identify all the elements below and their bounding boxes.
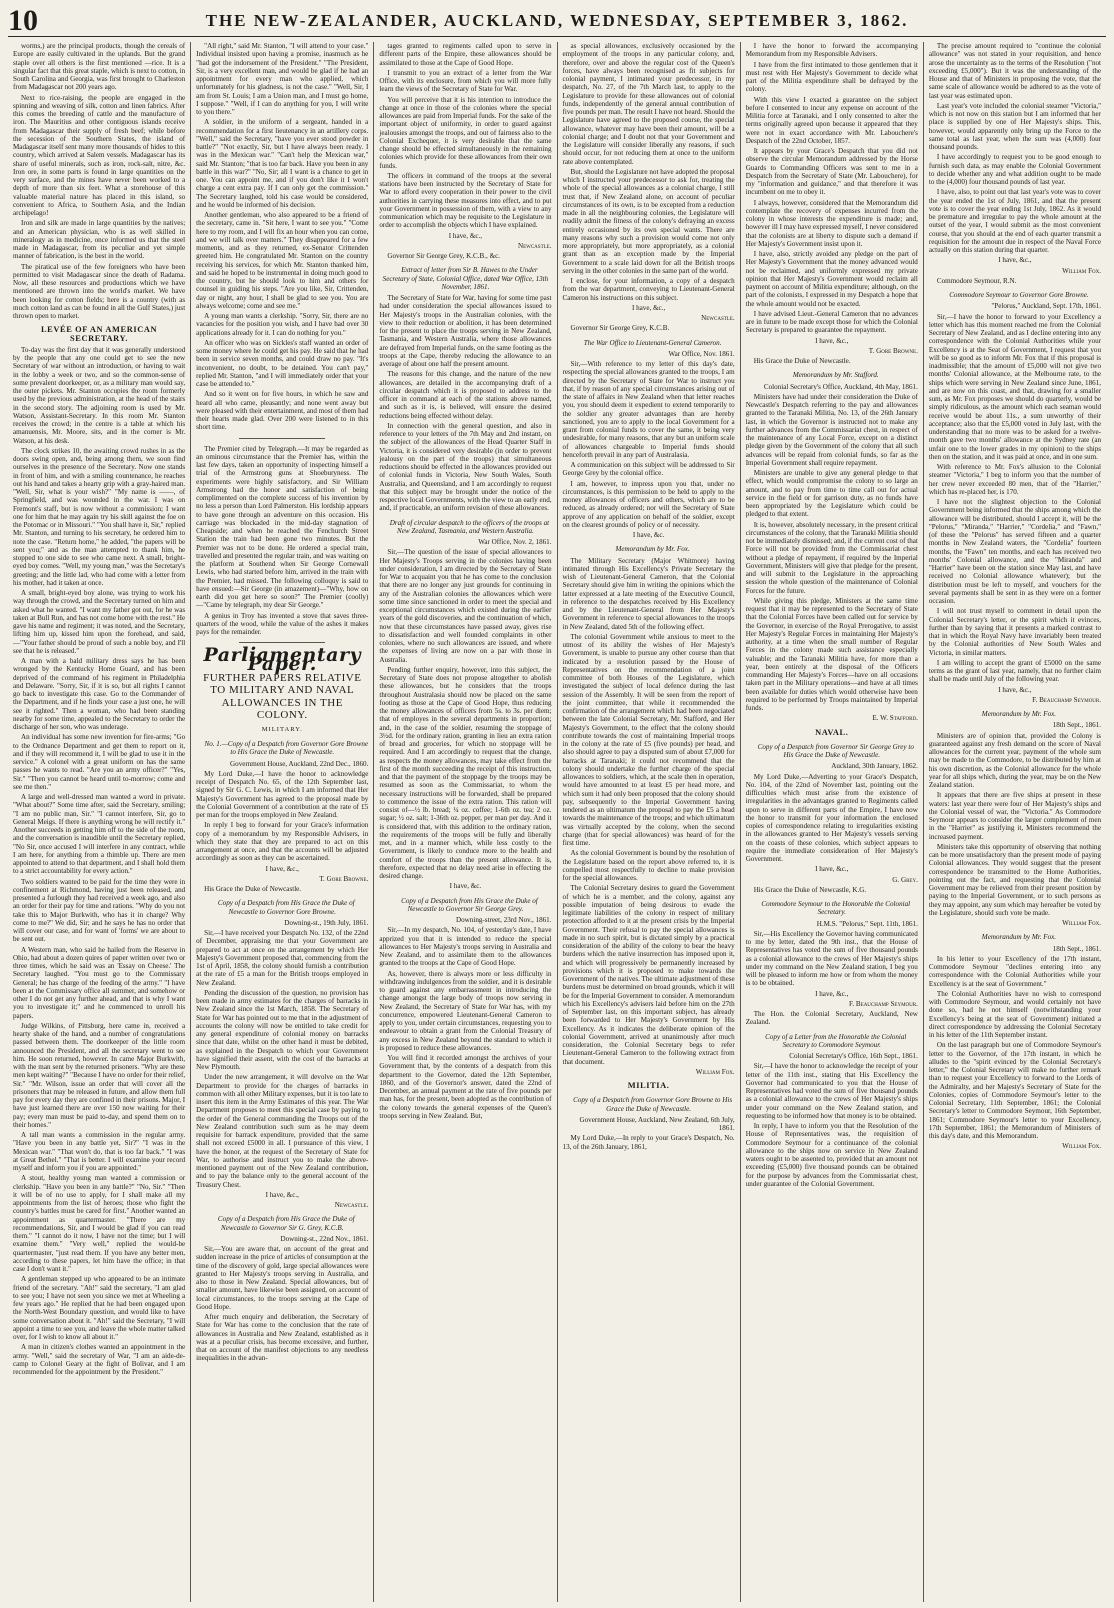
paragraph: The precise amount required to "continue the colonial allowance" was not stated in your requisition, and hence arose the uncertainty as to the terms of the Resolution ("not exceeding £5,000"). But it was the understanding of the House and that of Ministers in proposing the vote, that the same scale of allowance would be adhered to as the vote of last year was estimated upon. bbox=[928, 42, 1102, 100]
signature: William Fox. bbox=[1062, 919, 1102, 927]
dispatch-title: Copy of a Despatch from His Grace the Duke of Newcastle to Governor Sir G. Grey, K.C.B. bbox=[217, 1215, 355, 1232]
dispatch-place: 18th Sept., 1861. bbox=[1052, 721, 1102, 730]
column-2 bbox=[191, 42, 374, 1602]
dispatch-place: Colonial Secretary's Office, 16th Sept., 1861. bbox=[789, 1052, 918, 1060]
paragraph: The Premier cited by Telegraph.—It may be regarded as an ominous circumstance that the Premier has, within the last few days, taken an opportunity of inspecting himself a trial of the Armstrong guns at Shoeburyness. The experiments were highly satisfactory, and Sir William Armstrong had the honor and satisfaction of being complimented on the complete success of his invention by no less a person than Lord Palmerston. His lordship appears to have gone through an adventure on this occasion. His carriage was blockaded in the mid-day stagnation of Cheapside; and when he reached the Fenchurch Street Station the train had been gone two minutes. But the Premier was not to be done. He ordered a special train, travelled and presented the regular train, and was waiting on the platform at Southend when Sir George Cornewall Lewis, who had started before him, arrived in the train with the Premier, had missed. The following colloquy is said to have ensued:—Sir George (in amazement)—"Why, how on earth did you get here so soon?" The Premier (coolly)—"Came by telegraph, my dear Sir George." bbox=[196, 444, 369, 610]
paragraph: A Western man, who said he hailed from the Reserve in Ohio, had about a dozen quires of paper written over two or three times, which he said was an 'Essay on Cheese.' The Secretary laughed. "You must go to the Commissary General; he has charge of the feeding of the army." "I have been at the Commissary office all summer, and somehow or other I do not get any further ahead, and that is why I want you to investigate it;" and he commenced to unroll his papers. bbox=[13, 945, 186, 1020]
paragraph: I am, however, to impress upon you that, under no circumstances, is this permission to be held to apply to the money allowances of officers and others, which are to be reduced, as already ordered; nor will the Secretary of State approve of any application on behalf of the soldier, except on the clearest grounds of policy or of necessity. bbox=[562, 479, 735, 529]
paragraph: Iron and silk are made in large quantities by the natives; and an American physician, who is as well skilled in mineralogy as in medicine, once informed us that the steel made in Madagascar, from its peculiar and yet simple manner of fabrication, is the best in the world. bbox=[13, 219, 186, 261]
paragraph: It is, however, absolutely necessary, in the present critical circumstances of the colony, that the Taranaki Militia should not be immediately dismissed; and, if the current cost of that Force will not be provided from the Commissariat chest without a pledge of repayment, if required by the Imperial Government, Ministers will give that pledge for the present, and will submit to the Legislature in the approaching session the whole question of the maintenance of Colonial Forces for the future. bbox=[745, 520, 918, 595]
paragraph: With this view I exacted a guarantee on the subject before I consented to incur any expense on account of the Militia force at Taranaki, and I only consented to alter the terms originally agreed upon because it appeared that they were not in exact accordance with Mr. Labouchere's Despatch of the 22nd October, 1857. bbox=[745, 95, 918, 145]
subsection-heading: NAVAL. bbox=[815, 727, 849, 737]
paragraph: The Colonial Authorities have no wish to correspond with Commodore Seymour, and would certainly not have done so, had he not himself (notwithstanding your Excellency's being at the seat of Government) initiated a direct correspondence by addressing the Colonial Secretary in his letter of the 11th September instant. bbox=[928, 989, 1102, 1039]
paragraph: "All right," said Mr. Stanton, "I will attend to your case." Individual insisted upon having a promise, inasmuch as he "had got the indorsement of the President." "The President, Sir, is a very excellent man, and would be glad if he had an appointment for every man who applied, which unfortunately for his gladness, is not the case." "Well, Sir, I am from St. Louis; I am a Union man, and I must go home, I suppose." "Well, if I can do anything for you, I will write to you there." bbox=[196, 42, 369, 116]
paragraph: Under the new arrangement, it will devolve on the War Department to provide for the charges of barracks in common with all other Military expenses, but it is too late to insert this item in the Army Estimates of this year. The War Department proposes to meet this special case by paying to the order of the General commanding the Troops out of the New Zealand contribution such sum as he may deem requisite for barrack expenditure, provided that the same shall not exceed £5000 in all. I pursuance of this view, I have the honor, at the request of the Secretary of State for War, to authorise and instruct you to make the above-mentioned payment out of the New Zealand contribution, and to pay the balance only to the general account of the Treasury Chest. bbox=[196, 1073, 369, 1189]
dispatch-title: Memorandum by Mr. Stafford. bbox=[792, 371, 879, 380]
article-heading: FURTHER PAPERS RELATIVE TO MILITARY AND NAVAL ALLOWANCES IN THE COLONY. bbox=[203, 671, 362, 722]
dispatch-title: Memorandum by Mr. Fox. bbox=[981, 933, 1057, 942]
paragraph: worms,) are the principal products, though the cereals of Europe are easily cultivated in the uplands. But the grand staple over all others is the first mentioned —rice. It is a singular fact that this great staple, which is next to cotton, in South Carolina and Georgia, was first brought to Charleston from Madagascar not 200 years ago. bbox=[13, 42, 186, 92]
column-1 bbox=[8, 42, 191, 1602]
dispatch-place: Colonial Secretary's Office, Auckland, 4th May, 1861. bbox=[763, 382, 918, 391]
paragraph: The Military Secretary (Major Whitmore) having intimated through His Excellency's Private Secretary the wish of Lieutenant-General Cameron, that the Colonial Secretary should give him in writing the opinions which the latter expressed at a late meeting of the Executive Council, in reference to the despatches received by His Excellency and by the Lieutenant-General from Her Majesty's Government in reference to special allowances to the troops in New Zealand, dated 5th of the following effect. bbox=[562, 556, 735, 631]
dispatch-place: 18th Sept., 1861. bbox=[1052, 944, 1102, 953]
paragraph: I always, however, considered that the Memorandum did contemplate the recovery of expenses incurred from the colony in whose interests the expenditure is made; and, however ill I may have expressed myself, I never considered that the colonists are at liberty to dispute such a demand if Her Majesty's Government insist upon it. bbox=[745, 198, 918, 248]
paragraph: With reference to Mr. Fox's allusion to the Colonial steamer "Victoria," I beg to inform you that the number of her crew never exceeded 80 men, that of the "Harrier," which has re-placed her, is 170. bbox=[928, 463, 1102, 496]
dispatch-title: Commodore Seymour to the Honorable the Colonial Secretary. bbox=[761, 900, 911, 917]
signature: Newcastle. bbox=[334, 1201, 369, 1209]
divider bbox=[239, 642, 325, 643]
paragraph: My Lord Duke,—In reply to your Grace's Despatch, No. 13, of the 26th January, 1861, bbox=[562, 1134, 735, 1151]
dispatch-place: Downing-st., 22nd Nov., 1861. bbox=[280, 1234, 369, 1243]
paragraph: I have, also, to point out that last year's vote was to cover the year ended the 1st of July, 1861, and that the present vote is to cover the year ending 1st July, 1862. As it would be premature and irregular to pay the whole amount at the outset of the year, I would submit as the most convenient course, that you should at the end of each quarter transmit a requisition for the amount due in respect of the Naval Force actually on this station during that quarter. bbox=[928, 188, 1102, 254]
paragraph: Pending further enquiry, however, into this subject, the Secretary of State does not propose altogether to abolish these allowances, but he considers that the troops throughout Australasia should now be placed on the same footing as those at the Cape of Good Hope, thus reducing the money allowances of officers from 5s. to 3s. per diem; that of employes in the several departments in proportion; and, in the case of the soldier, resuming the stoppage of 3½d. for the ordinary ration, granting in lieu an extra ration of bread and groceries, for which no stoppage will be required. And I am accordingly to request that the change, as respects the money allowances, may take effect from the first of the month succeeding the receipt of this instruction, and that the payment of the stoppage by the troops may be resumed as soon as the Commissariat, to whom the necessary instructions will be forwarded, shall be prepared to commence the issue of the extra ration. This ration will consist of—½ lb. bread; ¼ oz. coffee; 1-6th oz. tea; 2 oz. sugar; ½ oz. salt; 1-36th oz. pepper, per man per day. And it is considered that, with this addition to the ordinary ration, the requirements of the troops will be fully and liberally met, and in a manner which, while less costly to the Government, is likely to conduce more to the health and comfort of the troops than the present allowance. It is, therefore, expected that no delay need arise in effecting the desired change. bbox=[379, 665, 552, 880]
paragraph: A man with a bald military dress says he has been wronged by the Kentucky Home Guard, and has been deprived of the command of his regiment in Philadelphia and Delaware. "Sorry, Sir, if it is so, but all rights I cannot go back to investigate this case. Go to the Commander of the Department, and if he finds your case a just one, he will see it righted." Then a woman, who had been standing nearby for some time, appealed to the Secretary to order the discharge of her son, who was underage. bbox=[13, 657, 186, 731]
signature: T. Gore Browne. bbox=[868, 346, 918, 355]
paragraph: You will find it recorded amongst the archives of your Government that, by the contents of a despatch from this department to the Governor, dated the 12th September, 1860, and of the Governor's answer, dated the 22nd of December, an annual payment at the rate of five pounds per man has, for the present, been adopted as the contribution of the colony towards the general expenses of the Queen's troops serving in New Zealand. But, bbox=[379, 1054, 552, 1120]
closing: I have, &c., bbox=[815, 865, 849, 874]
dispatch-title: Copy of a Letter from the Honorable the Colonial Secretary to Commodore Seymour. bbox=[765, 1032, 907, 1049]
section-heading: Parliamentary Paper. bbox=[203, 644, 361, 675]
addressee: His Grace the Duke of Newcastle. bbox=[204, 885, 302, 893]
paragraph: The clock strikes 10, the awaiting crowd rushes in as the doors swing open, and, being among them, we soon find ourselves in the presence of the Secretary. Now one stands in front of him, and with a smiling countenance, he reaches out his hand and takes a hearty grip with a gray-haired man. "Well, Sir, what is your wish?" "My name is ——, of Springfield, and was wounded in the war. I was on Fremont's staff, but is now without a commission; I want one for him that he may again try his skill against the foe on the Potomac or in Missouri." "You shall have it, Sir," replied Mr. Stanton, and turning to his secretary, he ordered him to note the case. "Return home," he added, "the papers will be sent you;" and as the man attempted to thank him, he stopped to one side to see who came next. A small, bright-eyed boy comes. "Well, my young man," was the Secretary's greeting; and the little lad, who had come with a letter from his mother, had it taken at once. bbox=[13, 446, 186, 587]
paragraph: Another gentleman, who also appeared to be a friend of the secretary, came in. "Sit here, I want to see you." "Come here to my room, and I will fix an hour when you can come, and we will talk over matters." They disappeared for a few moments, and as they returned, ex-Senator Crittenden greeted him. He congratulated Mr. Stanton on the country receiving his services, for which Mr. Stanton thanked him, and said he hoped to be instrumental in doing much good to the country, but he should look to him and others for counsel in guiding his steps. "Are you like, Sir, Crittenden, day or night, any hour, I shall be glad to see you. You are always welcome; come and see me." bbox=[196, 211, 369, 310]
paragraph: A young man wants a clerkship. "Sorry, Sir, there are no vacancies for the position you wish, and I have had over 30 applications already for it. I can do nothing for you." bbox=[196, 312, 369, 337]
paragraph: I will not trust myself to comment in detail upon the Colonial Secretary's letter, or the spirit which it evinces, further than by saying that it presents a marked contrast to that in which the Royal Navy have invariably been treated by the Colonial authorities of New South Wales and Victoria, in similar matters. bbox=[928, 607, 1102, 657]
closing: I have, &c., bbox=[265, 1190, 299, 1199]
paragraph: As the colonial Government is bound by the resolution of the Legislature based on the report above referred to, it is compelled most respectfully to decline to make provision for the special allowances. bbox=[562, 849, 735, 882]
paragraph: It appears that there are five ships at present in these waters: last year there were four of Her Majesty's ships and the Colonial vessel of war, the "Victoria." As Commodore Seymour appears to consider the larger complement of men in the "Harrier" as justifying it, Ministers recommend the increased payment. bbox=[928, 791, 1102, 841]
dispatch-title: Extract of letter from Sir B. Hawes to the Under Secretary of State, Colonial Office, dated War Office, 13th November, 1861. bbox=[382, 266, 549, 291]
subsection-heading: MILITARY. bbox=[261, 725, 303, 733]
paragraph: I have not the slightest objection to the Colonial Government being informed that the ships among which the allowance will be distributed, should I accept it, will be the "Pelorus," "Miranda," "Harrier," "Cordelia," and "Fawn," (of these the "Pelorus" has served fifteen and a quarter months in New Zealand waters, the "Cordelia" fourteen months, the "Fawn" ten months, and each has received two months' Colonial allowance, and the "Miranda" and "Harrier" have been on the station since May last, and have received no Colonial allowance whatever); but the distribution must be left to myself, and vouchers for the several payments shall be sent in as they were on a former occasion. bbox=[928, 498, 1102, 605]
signature: Newcastle. bbox=[701, 314, 735, 322]
paragraph: After much enquiry and deliberation, the Secretary of State for War has come to the conclusion that the rate of allowances in Australia and New Zealand, established as it was at a peculiar crisis, has become excessive, and further, that on account of the manifest objections to any needless inequalities in the advan- bbox=[196, 1313, 369, 1363]
paragraph: tages granted to regiments called upon to serve in different parts of the Empire, these allowances should be assimilated to those at the Cape of Good Hope. bbox=[379, 42, 552, 67]
dispatch-place: War Office, Nov. 1861. bbox=[668, 349, 735, 358]
paragraph: Sir,—I have the honor to forward to your Excellency a letter which has this moment reached me from the Colonial Secretary of New Zealand, and as I decline entering into any correspondence with the Colonial Authorities while your Excellency is at the Seat of Government, I request that you will be so good as to inform Mr. Fox that if this proposal is inadmissible; that the amount of £5,000 will not give two months' Colonial allowance, at the Melbourne rate, to the ships which were serving in New Zealand since June, 1861, and are now on this coast, and that, drawing for a smaller sum, as Mr. Fox proposes we should do quarterly, would be simply ridiculous, as the amount which each seaman would receive would be about 11s., a sum unworthy of their acceptance; also that the £5,000 voted in July last, with the understanding that no more was to be asked for a twelve-month gave two months' allowance at the Sydney rate (an unfair one to the lower grades in my opinion) to the ships then on the station, and it was paid at once, and in one sum. bbox=[928, 312, 1102, 461]
paragraph: Ministers are unable to give any general pledge to that effect, which would compromise the colony to so large an amount, and to pay from time to time call out for actual service in the field or for garrison duty, as no funds have been appropriated by the Legislature which could be pledged to that extent. bbox=[745, 469, 918, 519]
paragraph: I transmit to you an extract of a letter from the War Office, with its enclosure, from which you will more fully learn the views of the Secretary of State for War. bbox=[379, 68, 552, 94]
paragraph: I have advised Lieut.-General Cameron that no advances are in future to be made except those for which the Colonial Secretary is prepared to guarantee the repayment. bbox=[745, 309, 918, 335]
paragraph: A genius in Troy has invented a stove that saves three-quarters of the wood, while the value of the ashes it makes pays for the remainder. bbox=[196, 611, 369, 636]
paragraph: Sir,—You are aware that, on account of the great and sudden increase in the price of articles of consumption at the time of the discovery of gold, large special allowances were granted to Her Majesty's troops serving in Australia, and also to those in New Zealand. Special allowances, but of smaller amount, have likewise been assigned, on account of local circumstances, to the troops serving at the Cape of Good Hope. bbox=[196, 1245, 369, 1311]
signature: G. Grey. bbox=[892, 875, 918, 884]
paragraph: I enclose, for your information, a copy of a despatch from the war department, conveying to Lieutenant-General Cameron his instructions on this subject. bbox=[562, 277, 735, 302]
column-3 bbox=[374, 42, 557, 1602]
signature: F. Beauchamp Seymour. bbox=[1032, 695, 1102, 704]
paragraph: A small, bright-eyed boy alone, was trying to work his way through the crowd, and the Secretary turned on him and asked what he wanted. "I want my father got out, for he was taken at Bull Run, and has not come home with the rest." He gave his name and regiment; it was noted, and the Secretary, lifting him up, kissed him upon the forehead, and said,—"Your father should be proud of such a noble boy, and I'll see that he is released." bbox=[13, 589, 186, 655]
paragraph: A tall man wants a commission in the regular army. "Have you been in any battle yet, Sir?" "I was in the Mexican war." "That won't do, that is too far back." "I was at Great Bethel." "That is better. I will examine your record myself and inform you if you are appointed." bbox=[13, 1131, 186, 1172]
newspaper-title: THE NEW-ZEALANDER, AUCKLAND, WEDNESDAY, SEPTEMBER 3, 1862. bbox=[205, 11, 909, 30]
divider bbox=[239, 438, 325, 439]
paragraph: Ministers are of opinion that, provided the Colony is guaranteed against any fresh demand on the score of Naval allowances for the current year, payment of the whole sum may be made to the Commodore, to be distributed by him at his own discretion, as the Colonial allowance for the whole year for all ships which, during the year, may be on the New Zealand station. bbox=[928, 731, 1102, 789]
paragraph: Sir,—With reference to my letter of this day's date, respecting the special allowances granted to the troops, I am directed by the Secretary of State for War to instruct you that, if by reason of any special circumstances arising out of the state of affairs in New Zealand when that letter reaches you, you should deem it expedient to extend temporarily to the soldier any greater advantages than are hereby sanctioned, you are to apply to the local Government for a grant from colonial funds to cover the same, it being very undesirable, for many reasons, that any but an uniform scale of allowances chargeable to Imperial funds should henceforth prevail in any part of Australasia. bbox=[562, 360, 735, 459]
addressee: His Grace the Duke of Newcastle, K.G. bbox=[753, 885, 867, 894]
dispatch-place: Government House, Auckland, 22nd Dec., 1860. bbox=[230, 759, 369, 768]
paragraph: You will perceive that it is his intention to introduce the change at once in those of the colonies where the special allowances are paid from Imperial funds. For the sake of the important object of uniformity, in order to guard against jealousies amongst the troops, and out of fairness also to the Colonial Exchequer, it is very desirable that the same change should be effected simultaneously in the remaining colonies which provide for these allowances from their own funds. bbox=[379, 95, 552, 170]
paragraph: I have the honor to forward the accompanying Memorandum from my Responsible Advisers. bbox=[745, 42, 918, 59]
paragraph: I have from the first intimated to those gentlemen that it must rest with Her Majesty's Government to decide what part of the Militia expenditure shall be defrayed by the colony. bbox=[745, 60, 918, 94]
column-4 bbox=[558, 42, 741, 1602]
closing: I have, &c. bbox=[632, 531, 665, 539]
paragraph: Pending the discussion of the question, no provision has been made in army estimates for the charges of barracks in New Zealand since the 1st March, 1858. The Secretary of State for War has pointed out to me that in the adjustment of accounts the colony will now be entitled to take credit for any general expenditure of colonial money on barracks since that date, whilst on the other hand it must be debited, as explained in the Despatch to which your Government have signified their assent, with the cost of the barracks at New Plymouth. bbox=[196, 988, 369, 1071]
paragraph: My Lord Duke,—I have the honor to acknowledge receipt of Despatch No. 65, of the 12th September last, signed by Sir G. C. Lewis, in which I am informed that Her Majesty's Government has agreed to the proposal made by the Colonial Government of a contribution at the rate of £5 per man for the troops employed in New Zealand. bbox=[196, 769, 369, 819]
dispatch-title: No. 1.—Copy of a Despatch from Governor Gore Browne to His Grace the Duke of Newcastle. bbox=[204, 740, 369, 757]
paragraph: Sir,—In my despatch, No. 104, of yesterday's date, I have apprized you that it is intended to reduce the special allowances to Her Majesty's troops serving in Australia and New Zealand, and to assimilate them to the allowances granted to the troops at the Cape of Good Hope. bbox=[379, 926, 552, 968]
dispatch-title: Copy of a Despatch from Governor Sir George Grey to His Grace the Duke of Newcastle. bbox=[757, 742, 914, 759]
paragraph: My Lord Duke,—Adverting to your Grace's Despatch, No. 104, of the 22nd of November last, pointing out the difficulties which must arise from the existence of irregularities in the advantages granted to Regiments called upon to serve in different parts of the Empire, I have now the honor to transmit for your information the enclosed copies of correspondence relating to irregularities existing in the allowances granted to Her Majesty's vessels serving on the coasts of these colonies, which subject appears to require the immediate consideration of Her Majesty's Government. bbox=[745, 772, 918, 863]
paragraph: The piratical use of the few foreigners who have been permitted to visit Madagascar since the death of Radama. Now, all these resources and productions which we have mentioned are thrown into the world's market. We have been looking for cotton fields; here is a country (with as much cotton land as can be found in all the Gulf States,) just thrown open to market. bbox=[13, 262, 186, 320]
closing: I have, &c., bbox=[815, 336, 849, 345]
paragraph: Ministers have had under their consideration the Duke of Newcastle's Despatch referring to the pay and allowances granted to the Taranaki Militia, No. 13, of the 26th January last, in which the Governor is instructed not to make any further advances from the Commissariat chest, in respect of the maintenance of any Local Force, except on a distinct pledge given by the Government of the colony that all such advances will be repaid from colonial funds, so far as the Imperial Government shall require repayment. bbox=[745, 392, 918, 467]
column-5 bbox=[741, 42, 924, 1602]
paragraph: An officer who was on Sickles's staff wanted an order of some money where he could get his pay. He said that he had been in service seven months, and could draw no pay. "It's inconvenient, no doubt, to be detained. You can't pay," replied Mr. Stanton, "and I will immediately order that your case be attended to." bbox=[196, 338, 369, 388]
dispatch-place: War Office, Nov. 2, 1861. bbox=[478, 538, 552, 546]
closing: I have, &c., bbox=[998, 685, 1032, 694]
paragraph: Next to rice-raising, the people are engaged in the spinning and weaving of silk, cotton and linen fabrics. After this comes the breeding of cattle and the manufacture of iron. The Mauritius and other contiguous islands receive from Madagascar their supply of fresh beef; while before the secession of the Southern States, the island of Madagascar itself sent many more thousands of hides to this country, which arrived at Salem vessels. Madagascar has its share of useful minerals, such as iron, rock-salt, nitre, &c. Iron ore, in some parts is found in large quantities on the very surface, and the mines have never been worked to a depth of more than six feet. What a storehouse of this valuable material nature has placed in this island, so convenient to Africa, to Southern Asia, and the Indian archipelago! bbox=[13, 93, 186, 217]
paragraph: Sir,—The question of the issue of special allowances to Her Majesty's Troops serving in the colonies having been under consideration, I am directed by the Secretary of State for War to acquaint you that he has come to the conclusion that there are no longer any just grounds for continuing in any of the Australian colonies the allowances which were some time since sanctioned in order to meet the special and exceptional circumstances which existed during the earlier years of the gold discoveries, and the continuation of which, now that these circumstances have passed away, gives rise to dissatisfaction and well founded complaints in other colonies, where no such allowances are issued, and where the expenses of living are now on a par with those in Australia. bbox=[379, 548, 552, 664]
paragraph: The officers in command of the troops at the several stations have been instructed by the Secretary of State for War to afford every cooperation in their power to the civil authorities in carrying these measures into effect, and to put your Government in possession of them, with a view to any communication which may be requisite to the Legislature in order to accomplish the objects which I have explained. bbox=[379, 171, 552, 230]
signature: E. W. Stafford. bbox=[872, 714, 918, 723]
dispatch-place: Downing-street, 23rd Nov., 1861. bbox=[456, 916, 552, 924]
paragraph: I have accordingly to request you to be good enough to furnish such data, as may enable the Colonial Government to decide whether any and what addition ought to be made to the (4,000) four thousand pounds of last year. bbox=[928, 153, 1102, 186]
signature: William Fox. bbox=[695, 1067, 735, 1076]
paragraph: as special allowances, exclusively occasioned by the employment of the troops in any particular colony, and, therefore, over and above the regular cost of the Queen's forces, have always been recognised as fit subjects for colonial payment, I intimated your predecessor, in my despatch, No. 27, of the 7th March last, to apply to the Legislature to provide for these allowances out of colonial funds, independently of the general annual contribution of five pounds per man. The result I have not heard. Should the Legislature have agreed to the proposed course, the special allowance, whatever may have been their amount, will be a colonial charge; and I doubt not that your Government and the Legislature will consider liberally any reasons, if such should occur, for not reducing them at once to the uniform rate above contemplated. bbox=[562, 42, 735, 166]
paragraph: I have, also, strictly avoided any pledge on the part of Her Majesty's Government that the money advanced would not be reclaimed, and uniformly expressed my private opinion that Her Majesty's Government would reclaim all payment on account of Militia expenditure; although, on the part of the colonists, I expressed in my Despatch a hope that the whole amount would not be exacted. bbox=[745, 250, 918, 308]
signature: William Fox. bbox=[1062, 1142, 1102, 1151]
paragraph: To-day was the first day that it was generally understood by the people that any one could get to see the new Secretary of war without an introduction, or having to wait in the lobby a week or two, and so the common-sense of some prevalent doorkeeper, or, as a military man would say, the outer pickets. Mr. Stanton occupies the room formerly used by the previous administration, at the head of the stairs in the second story. The adjoining room is used by Mr. Watson, Assistant-Secretary. In this room Mr. Stanton receives the crowd; in the centre is a table at which his amanuensis, Mr. Moore, sits, and in the corner is Mr. Watson, at his desk. bbox=[13, 345, 186, 445]
paragraph: Judge Wilkins, of Pittsburg, here came in, received a hearty shake of the hand, and a number of congratulations passed between them. The doorkeeper of the little room announced the President, and all the secretary went to see him. He soon returned, however. In came Major Burkwith, with the man sent by the returned prisoners. "Why are these men kept waiting?" "Because I have no order for their relief, Sir." "Mr. Wilson, issue an order that will cover all the prisoners that may be released in future, and allow them full pay for every day they are confined in their prisons. Major, I have just learned there are over 150 now waiting for their pay; every man must be paid to-day, and spend them on to their homes." bbox=[13, 1021, 186, 1129]
signature: T. Gore Browne. bbox=[319, 874, 369, 883]
dispatch-title: Copy of a Despatch from His Grace the Duke of Newcastle to Governor Sir George Grey. bbox=[401, 896, 538, 913]
paragraph: I am willing to accept the grant of £5000 on the same terms as the grant of last year, namely, that no further claim shall be made until July of the following year. bbox=[928, 658, 1102, 684]
dispatch-title: Commodore Seymour to Governor Gore Browne. bbox=[949, 291, 1089, 299]
paragraph: But, should the Legislature not have adopted the proposal which I instructed your predecessor to ask for, treating the whole of the special allowances as a colonial charge, I still trust that, if New Zealand alone, on account of peculiar circumstances of its own, is to be excepted from a reduction made in all the neighbouring colonies, the Legislature will readily admit the fitness of the colony's defraying an excess entirely occasioned by its own special wants. There are many reasons why such a provision would come not only more appropriately, but more appropriately, as a colonial grant than as an exception made by the Imperial Government to a scale laid down for all the British troops serving in the other colonies in the same part of the world. bbox=[562, 167, 735, 275]
dispatch-place: Auckland, 30th January, 1862. bbox=[831, 762, 918, 771]
article-heading: LEVÉE OF AN AMERICAN SECRETARY. bbox=[41, 325, 158, 343]
paragraph: And so it went on for five hours, in which he saw and heard all who came, pleasantly; and none went away but were pleased with their entertainment, and most of them had their hearts made glad. Over 200 were listened to in this short time. bbox=[196, 390, 369, 432]
dispatch-place: "Pelorus," Auckland, Sept. 17th, 1861. bbox=[991, 302, 1102, 311]
paragraph: It appears by your Grace's Despatch that you did not observe the circular Memorandum addressed by the Horse Guards to Commanding Officers was sent to me in a Despatch from the Secretary of State (Mr. Labouchere), for my "information and guidance," and that therefore it was incumbent on me to obey it. bbox=[745, 147, 918, 197]
paragraph: A man in citizen's clothes wanted an appointment in the army. "Well," said the secretary of War, "I am an aide-de-camp to Colonel Geary at the fight of Bolivar, and I am recommended for the appointment by the President." bbox=[13, 1343, 186, 1376]
paragraph: Ministers take this opportunity of observing that nothing can be more unsatisfactory than the present mode of paying Colonial allowances. They would suggest that the present correspondence be transmitted to the Home Authorities, pointing out the fact, and requesting that the Colonial Government may be relieved from their present position by paying to the Imperial Government, or to such persons as they may appoint, any sum which may hereafter be voted by the Legislature, should such vote be made. bbox=[928, 842, 1102, 917]
columns bbox=[8, 42, 1106, 1602]
addressee: Commodore Seymour, R.N. bbox=[936, 276, 1017, 285]
paragraph: A stout, healthy young man wanted a commission or clerkship. "Have you been in any battle?" "No, Sir." "Then it will be of no use to apply, for I shall make all my appointments from the list of heroes; those who fight the country's battles must be cared for first." Another wanted an appointment as quartermaster. "There are my recommendations, Sir, and I would be glad if you can read them." "I cannot do it now, I have not the time; but I will examine them." "Very well," replied the would-be quartermaster, "just read them. If you have any better men, according to these papers, let him have the office; in that case I don't want it." bbox=[13, 1174, 186, 1273]
paragraph: In reply I beg to forward for your Grace's information copy of a memorandum by my Responsible Advisers, in which they state that they are prepared to act on this arrangement at once, and that the accounts will be adjusted accordingly as soon as they can be ascertained. bbox=[196, 821, 369, 863]
signature: F. Beauchamp Seymour. bbox=[848, 999, 918, 1008]
signature: Newcastle. bbox=[517, 241, 552, 250]
paragraph: Last year's vote included the colonial steamer "Victoria," which is not now on this station but I am informed that her place is supplied by one of Her Majesty's ships. This, however, would apparently only bring up the Force to the same total as last year, when the sum was (4,000) four thousand pounds. bbox=[928, 101, 1102, 151]
subsection-heading: MILITIA. bbox=[627, 1081, 670, 1090]
paragraph: An individual has some new invention for fire-arms; "Go to the Ordnance Department and get them to report on it, and if they will recommend it, I will be glad to use it in the service." A colonel with a great uniform on has the same passes he wants to read. "Are you an army officer?" "Yes, Sir." "Then you cannot be heard until to-morrow; come and see me then." bbox=[13, 733, 186, 791]
dispatch-place: Government House, Auckland, New Zealand, 6th July, 1861. bbox=[579, 1115, 735, 1132]
page-number: 10 bbox=[8, 4, 38, 37]
closing: I have, &c., bbox=[815, 989, 849, 998]
column-6 bbox=[924, 42, 1106, 1602]
paragraph: A large and well-dressed man wanted a word in private. "What about?" Some time after, said the Secretary, smiling; "I am no public man, Sir." "I cannot interfere, Sir, go to General Meigs. If there is anything wrong he will rectify it." Another succeeds in getting him off to the side of the room, and the conversation is inaudible until the Secretary replied, "No Sir, once accused I will interfere in any contract, while I am here, for anything from a thimble up. There are men appointed to attend to that department, and I shall hold them to a strict accountability for every action." bbox=[13, 793, 186, 876]
masthead bbox=[8, 6, 1106, 37]
paragraph: Sir,—I have the honor to acknowledge the receipt of your letter of the 11th inst., stating that His Excellency the Governor had communicated to you that the House of Representatives had voted the sum of five thousand pounds as a colonial allowance to the crews of Her Majesty's ships under your command on the New Zealand station, and requesting to be informed how that money is to be obtained. bbox=[745, 1062, 918, 1120]
paragraph: Sir,—His Excellency the Governor having communicated to me by letter, dated the 9th inst., that the House of Representatives has voted the sum of five thousand pounds as a colonial allowance to the crews of Her Majesty's ships under my command on the New Zealand station, I beg you will be pleased to inform me how or from whom the money is to be obtained. bbox=[745, 929, 918, 988]
addressee: Governor Sir George Grey, K.C.B. bbox=[570, 324, 670, 333]
paragraph: As, however, there is always more or less difficulty in withdrawing indulgences from the soldier, and it is desirable to guard against any embarrassment in introducing the change amongst the large body of troops now serving in New Zealand, the Secretary of State for War has, with my concurrence, empowered Lieutenant-General Cameron to apply to you, under certain circumstances, requesting you to endeavour to obtain a grant from the Colonial Treasury of any excess in New Zealand beyond the standard to which it is proposed to reduce these allowances. bbox=[379, 969, 552, 1052]
dispatch-place: Downing-st., 19th July, 1861. bbox=[284, 918, 369, 927]
dispatch-title: Copy of a Despatch from Governor Gore Browne to His Grace the Duke of Newcastle. bbox=[573, 1096, 733, 1113]
addressee: The Hon. the Colonial Secretary, Auckland, New Zealand. bbox=[745, 1010, 918, 1027]
paragraph: In his letter to your Excellency of the 17th instant, Commodore Seymour "declines entering into any correspondence with the Colonial Authorities while your Excellency is at the seat of Government." bbox=[928, 954, 1102, 988]
closing: I have, &c., bbox=[448, 231, 483, 240]
dispatch-title: Memorandum by Mr. Fox. bbox=[981, 710, 1057, 718]
paragraph: On the last paragraph but one of Commodore Seymour's letter to the Governor, of the 17th instant, in which he alludes to the "spirit evinced by the Colonial Secretary's letter," the Colonial Secretary will make no further remark than to request your Excellency to forward to the Lords of the Admiralty, and her Majesty's Secretary of State for the Colonies, copies of Commodore Seymour's letter to the Colonial Secretary, 11th September, 1861; the Colonial Secretary's letter to Commodore Seymour, 16th September, 1861; Commodore Seymour's letter to your Excellency, 17th September, 1861; the Memorandum of Ministers of this day's date, and this Memorandum. bbox=[928, 1041, 1102, 1140]
paragraph: While giving this pledge, Ministers at the same time request that it may be represented to the Secretary of State that the Colonial Forces have been called out for service by the Governor, in exercise of the Royal Prerogative, to assist Her Majesty's Regular Forces in maintaining Her Majesty's authority, at a time when the small number of Regular Forces in the colony made such assistance especially valuable; and the Taranaki Militia have, for more than a year, been entirely at the disposal of the Officers commanding Her Majesty's Forces—have on all occasions taken part in the Military operations—and have at all times been available for duties which would otherwise have been required to be performed by Troops maintained by Imperial funds. bbox=[745, 596, 918, 712]
paragraph: The colonial Government while anxious to meet to the utmost of its ability the wishes of Her Majesty's Government, is unable to pursue any other course than that indicated by a resolution passed by the House of Representatives on the recommendation of a joint committee of both Houses of the Legislature, which investigated the subject of local defence during the last session of the Assembly. It will be seen from the report of the joint committee, that while it recommended the confirmation of the arrangement which had been negociated between the late Colonial Secretary, Mr. Stafford, and Her Majesty's Government, to the effect that the colony should contribute towards the cost of maintaining Imperial troops in the colony at the rate of £5 (five pounds) per head, and also should agree to pay a disputed sum of about £7,000 for barracks at Taranaki; it could not recommend that the colony should undertake the further charge of the special allowances to soldiers, which, at the scale then in operation, would have amounted to at least £5 per head more, and which sum it had only been proposed that the colony should pay, subsequently to the Imperial Government having tendered as an ultimatum the proposal to pay the £5 a head towards the maintenance of the troops; and which ultimatum was virtually accepted by the colony, when the second charge (that for special allowances) was heard of for the first time. bbox=[562, 632, 735, 847]
dispatch-place: H.M.S. "Pelorus," Sept. 11th, 1861. bbox=[816, 919, 918, 928]
signature: William Fox. bbox=[1062, 266, 1102, 275]
closing: I have, &c. bbox=[449, 882, 482, 891]
closing: I have, &c., bbox=[265, 864, 299, 873]
paragraph: In reply, I have to inform you that the Resolution of the House of Representatives was, the requisition of Commodore Seymour for a continuance of the colonial allowance to the ships now on service in New Zealand waters ought to be assented to, provided that an amount not exceeding (£5,000) five thousand pounds can be obtained for the purpose by advances from the Commissariat chest, under guarantee of the Colonial Government. bbox=[745, 1122, 918, 1188]
paragraph: The reasons for this change, and the nature of the new allowances, are detailed in the accompanying draft of a circular despatch which it is proposed to address to the officer in command at each of the stations above named, and such as it is, is believed, will ensure the desired reductions being effected without delay. bbox=[379, 370, 552, 420]
paragraph: The Colonial Secretary desires to guard the Government of which he is a member, and the colony, against any possible imputation of being desirous to evade the legitimate liabilities of the colony in respect of military protection afforded to it at the present crisis by the Imperial Government. Their refusal to pay the special allowances is made in no such spirit, but is dictated simply by a practical consideration of the ability of the colony to bear the heavy burdens which the native insurrection has imposed upon it, and which will progressively be permanently increased by provisions which it is proposed to make towards the Government of the natives. The ultimate adjustment of these burdens must be determined on broad grounds, which it will be for the Imperial Government to consider. A memorandum which his Excellency's advisers laid before him on the 27th of September last, on this important subject, has already been forwarded to Her Majesty's Government by His Excellency. As it indicates the deliberate opinion of the colonial Government, arrived at unanimously after much consideration, the Colonial Secretary begs to refer Lieutenant-General Cameron to the following extract from that document. bbox=[562, 884, 735, 1066]
dispatch-title: Draft of circular despatch to the officers of the troops at New Zealand, Tasmania, and Western Australia. bbox=[389, 518, 550, 535]
paragraph: In connection with the general question, and also in reference to your letters of the 7th May and 2nd instant, on the subject of the allowances of the Head Quarter Staff in Victoria, it is considered very desirable (in order to prevent jealousy on the part of the troops) that simultaneous reductions should be effected in the allowances provided out of colonial funds in Victoria, New South Wales, South Australia, and Queensland, and I am accordingly to request that this subject may be brought under the notice of the respective local Governments, with the view to an early end, and, if practicable, an uniform revision of these allowances. bbox=[379, 421, 552, 513]
dispatch-title: Copy of a Despatch from His Grace the Duke of Newcastle to Governor Gore Browne. bbox=[217, 899, 355, 916]
addressee: His Grace the Duke of Newcastle. bbox=[753, 357, 851, 365]
closing: I have, &c., bbox=[998, 256, 1032, 265]
dispatch-title: Memorandum by Mr. Fox. bbox=[615, 545, 690, 554]
dispatch-title: The War Office to Lieutenant-General Cameron. bbox=[583, 338, 722, 347]
paragraph: A gentleman stepped up who appeared to be an intimate friend of the secretary. "Ah!" said the secretary, "I am glad to see you; I have not seen you since we met at Wheeling a few years ago." He replied that he had been engaged upon the North-West Boundary question, and would like to have some conversation about it. "Ah!" said the Secretary, "I will appoint a time to see you, and leave the whole matter talked over, for I wish to know all about it." bbox=[13, 1275, 186, 1341]
paragraph: Sir,—I have received your Despatch No. 132, of the 22nd of December, appraising me that your Government are prepared to act at once on the arrangement by which Her Majesty's Government proposed that, commencing from the 1st of April, 1858, the colony should furnish a contribution at the rate of £5 a man for the British troops employed in New Zealand. bbox=[196, 929, 369, 987]
closing: I have, &c., bbox=[631, 303, 666, 312]
addressee: Governor Sir George Grey, K.C.B., &c. bbox=[387, 252, 501, 260]
paragraph: A communication on this subject will be addressed to Sir George Grey by the colonial office. bbox=[562, 461, 735, 478]
paragraph: Two soldiers wanted to be paid for the time they were in confinement at Richmond, having just been released, and presented a furlough they had received a week ago, and also an order for their pay for time and rations. "Why do you not take this to Major Burkwith, who has it in charge? Why come to me?" We did, Sir; and he says he has no order that will cover our case, and for want of 'forms' we are about to be sent out. bbox=[13, 877, 186, 944]
paragraph: The Secretary of State for War, having for some time past had under consideration the special allowances issued to Her Majesty's troops in the Australian colonies, with the view to their reduction or abolition, it has been determined for the present to place the troops serving in New Zealand, Tasmania, and Western Australia, where those allowances are defrayed from Imperial funds, on the same footing as the troops at the Cape, thereby reducing the allowance to an average of about one half the present amount. bbox=[379, 294, 552, 368]
paragraph: A soldier, in the uniform of a sergeant, handed in a recommendation for a first lieutenancy in an artillery corps. "Well," said the Secretary, "have you ever stood powder in battle?" "Not exactly, Sir, but I have always been ready. I was in the Mexican war." "Can't help the Mexican war," said Mr. Stanton; "that is too far back. Have you been in any battle in this war?" "No, Sir; all I want is a chance to get in one. You can appoint me, and if you don't like it I won't charge a cent extra pay. If I can only get the commission." The Secretary laughed, told his case would be considered, and he would be informed of his decision. bbox=[196, 118, 369, 209]
